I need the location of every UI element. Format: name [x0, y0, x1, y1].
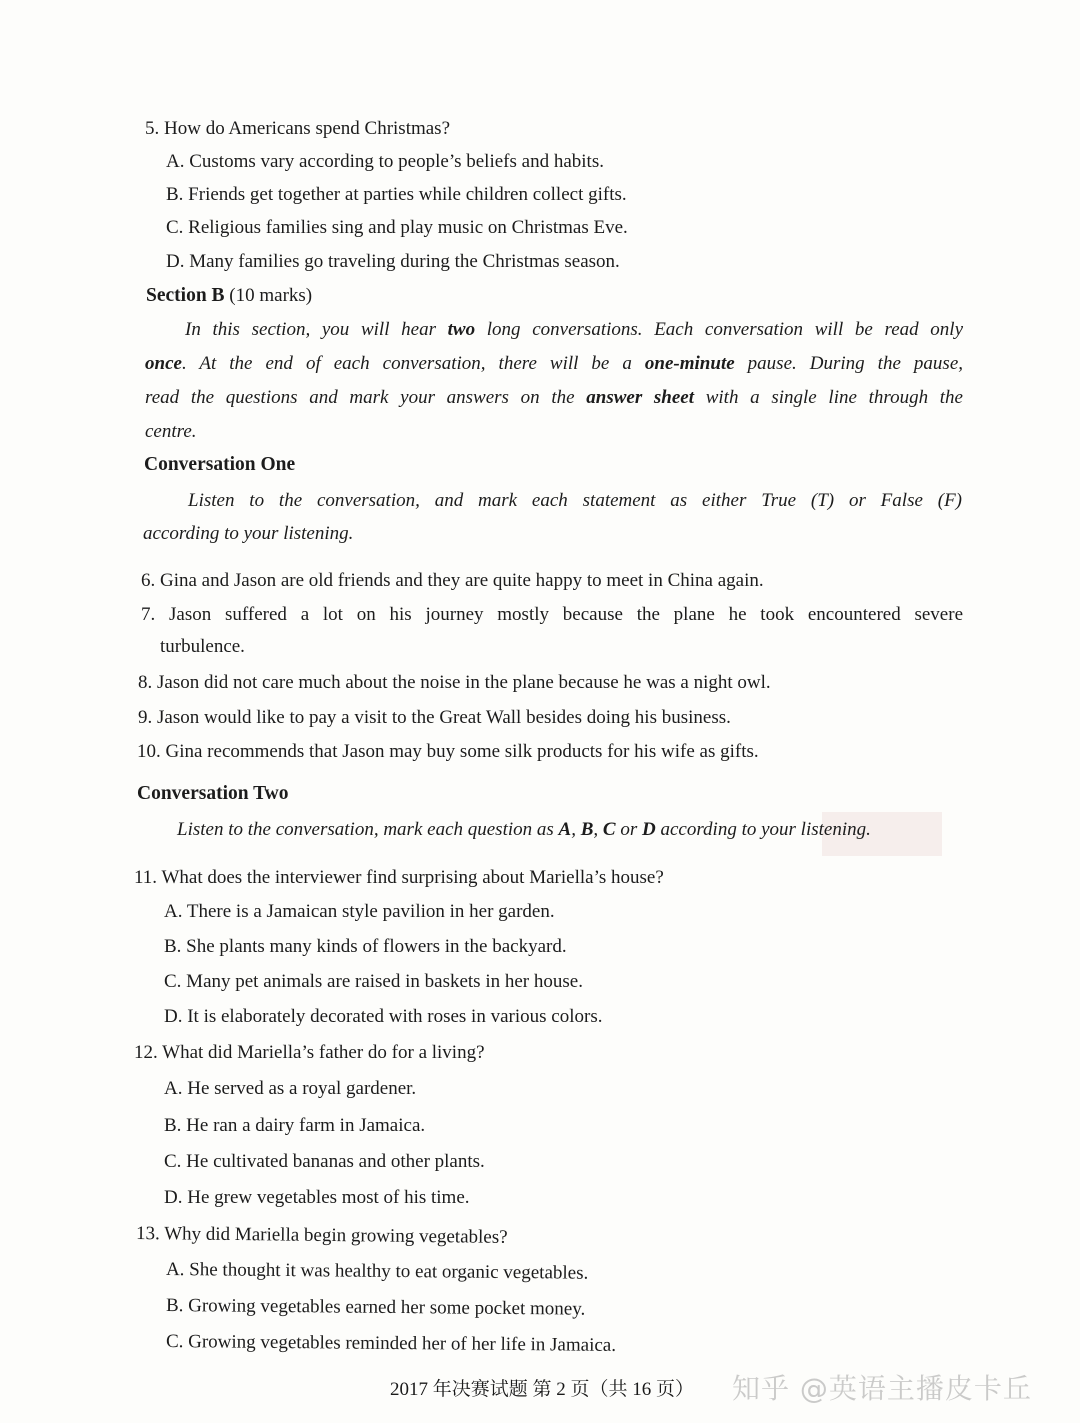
instruction-emphasis: once	[145, 353, 182, 374]
section-b-instruction-line-2	[145, 352, 963, 376]
question-5-stem: 5. How do Americans spend Christmas?	[145, 118, 451, 139]
question-12-option-d: D. He grew vegetables most of his time.	[164, 1187, 470, 1208]
conversation-two-instruction	[177, 818, 871, 842]
instruction-emphasis: answer sheet	[586, 387, 695, 408]
instruction-text: In this section, you will hear	[185, 319, 448, 340]
question-5-option-d: D. Many families go traveling during the Christmas season.	[166, 251, 620, 272]
section-b-instruction-line-4: centre.	[145, 421, 197, 442]
instruction-text: ,	[593, 819, 603, 840]
question-13-stem: 13. Why did Mariella begin growing vegetables?	[135, 1223, 508, 1248]
instruction-text: Listen to the conversation, mark each question as	[177, 819, 559, 840]
instruction-text: read the questions and mark your answers on the	[145, 387, 587, 408]
statement-6: 6. Gina and Jason are old friends and they are quite happy to meet in China again.	[141, 570, 764, 591]
question-11-stem: 11. What does the interviewer find surprising about Mariella’s house?	[134, 867, 664, 888]
instruction-text: long conversations. Each conversation will be read only	[475, 319, 964, 340]
option-letter-b: B	[580, 819, 594, 840]
page-number-footer: 2017 年决赛试题 第 2 页（共 16 页）	[390, 1379, 695, 1400]
section-b-title: Section B	[146, 285, 225, 306]
option-letter-d: D	[642, 819, 656, 840]
instruction-text: pause. During the pause,	[734, 353, 963, 374]
question-13-option-b: B. Growing vegetables earned her some pocket money.	[165, 1295, 586, 1320]
statement-7: 7. Jason suffered a lot on his journey mostly because the plane he took encountered severe	[141, 604, 963, 625]
conversation-two-title: Conversation Two	[137, 783, 289, 804]
instruction-text: according to your listening.	[655, 819, 871, 840]
question-11-option-b: B. She plants many kinds of flowers in the backyard.	[164, 936, 567, 957]
question-13-option-a: A. She thought it was healthy to eat organic vegetables.	[165, 1259, 589, 1284]
conversation-one-title: Conversation One	[144, 454, 296, 475]
instruction-text: or	[615, 819, 642, 840]
statement-7-continued: turbulence.	[160, 636, 245, 657]
option-letter-a: A	[558, 819, 572, 840]
instruction-text: . At the end of each conversation, there will be a	[181, 353, 645, 374]
statement-10: 10. Gina recommends that Jason may buy some silk products for his wife as gifts.	[137, 741, 759, 762]
statement-9: 9. Jason would like to pay a visit to the Great Wall besides doing his business.	[138, 707, 731, 728]
section-b-instruction-line-3	[145, 386, 963, 410]
question-5-option-c: C. Religious families sing and play music on Christmas Eve.	[166, 217, 628, 238]
question-12-stem: 12. What did Mariella’s father do for a living?	[134, 1042, 485, 1063]
instruction-text: ,	[571, 819, 581, 840]
option-letter-c: C	[602, 819, 616, 840]
section-b-heading	[146, 284, 312, 308]
question-5-option-b: B. Friends get together at parties while children collect gifts.	[166, 184, 627, 205]
question-13-option-c: C. Growing vegetables reminded her of her life in Jamaica.	[165, 1331, 617, 1356]
conversation-one-instruction-line-1: Listen to the conversation, and mark each statement as either True (T) or False (F)	[188, 490, 962, 511]
question-5-option-a: A. Customs vary according to people’s beliefs and habits.	[166, 151, 604, 172]
zhihu-watermark: 知乎 @英语主播皮卡丘	[732, 1372, 1032, 1405]
question-11-option-c: C. Many pet animals are raised in baskets in her house.	[164, 971, 583, 992]
instruction-emphasis: one-minute	[644, 353, 735, 374]
instruction-text: with a single line through the	[694, 387, 963, 408]
question-12-option-a: A. He served as a royal gardener.	[164, 1078, 417, 1099]
question-12-option-c: C. He cultivated bananas and other plants.	[164, 1151, 485, 1172]
conversation-one-instruction-line-2: according to your listening.	[143, 523, 354, 544]
statement-8: 8. Jason did not care much about the noise in the plane because he was a night owl.	[138, 672, 771, 693]
question-11-option-a: A. There is a Jamaican style pavilion in her garden.	[164, 901, 555, 922]
section-b-instruction-line-1	[185, 318, 963, 342]
question-11-option-d: D. It is elaborately decorated with roses in various colors.	[164, 1006, 603, 1027]
section-b-marks: (10 marks)	[229, 285, 313, 306]
question-12-option-b: B. He ran a dairy farm in Jamaica.	[164, 1115, 426, 1136]
instruction-emphasis: two	[447, 319, 476, 340]
